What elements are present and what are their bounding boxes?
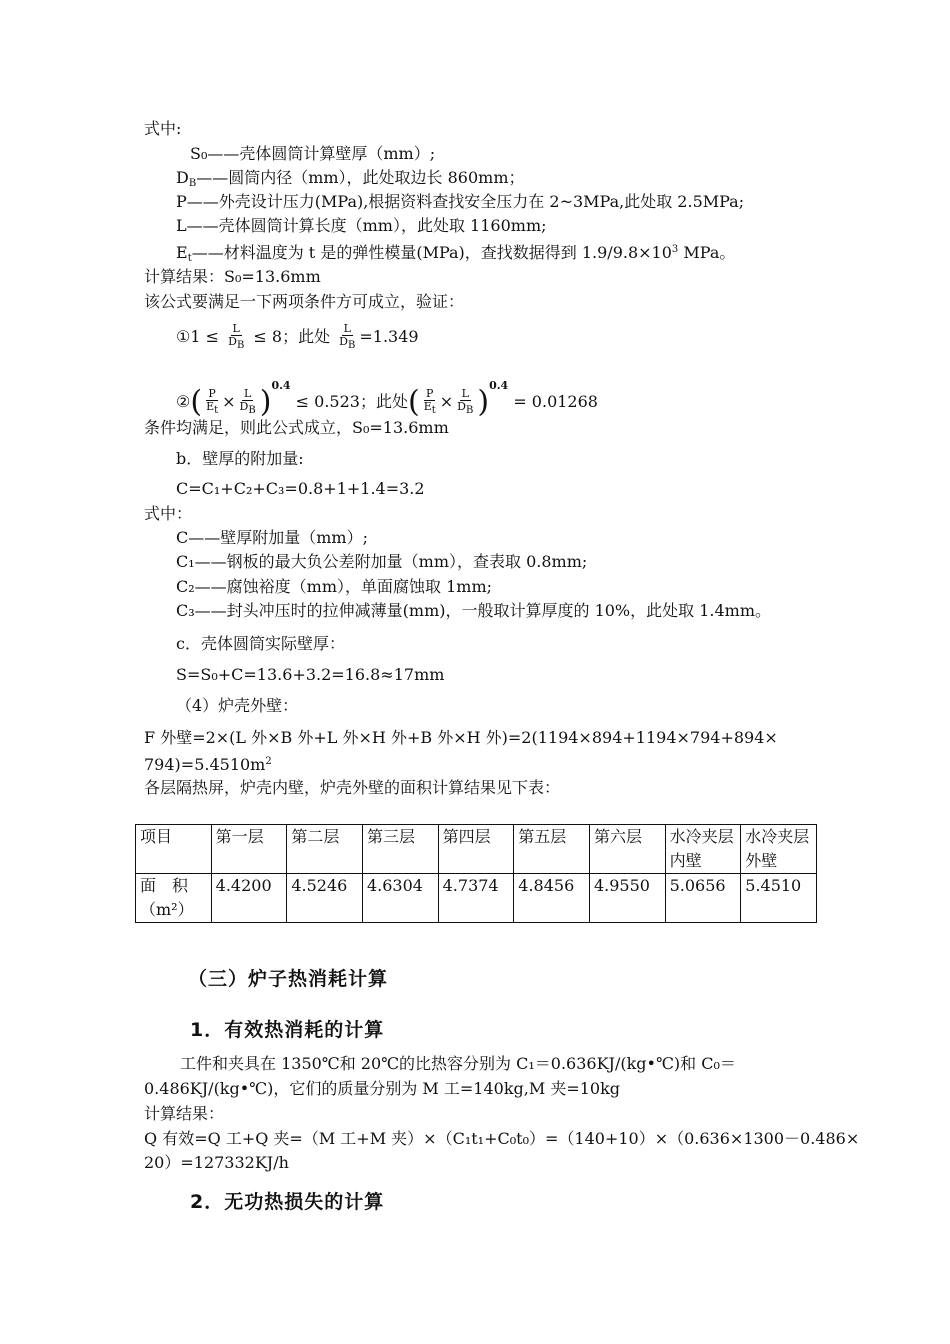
subsection-heading: 1．有效热消耗的计算 xyxy=(190,1019,385,1041)
text-line: 该公式要满足一下两项条件方可成立，验证： xyxy=(144,292,465,311)
table-row xyxy=(136,874,817,923)
text-line: C=C₁+C₂+C₃=0.8+1+1.4=3.2 xyxy=(176,479,425,498)
fraction: $\frac{L}{D_B}$ xyxy=(339,322,356,351)
fraction: $\frac{L}{D_B}$ xyxy=(228,322,245,351)
area-table xyxy=(135,824,817,923)
table-header-cell: 第四层 xyxy=(438,825,514,874)
table-cell: 5.4510 xyxy=(741,874,817,923)
text-line: 条件均满足，则此公式成立，S₀=13.6mm xyxy=(144,418,449,437)
table-cell: 5.0656 xyxy=(665,874,741,923)
table-header-cell: 第三层 xyxy=(362,825,438,874)
table-header-cell: 水冷夹层内壁 xyxy=(665,825,741,874)
table-header-cell: 第五层 xyxy=(514,825,590,874)
text-line: C——壁厚附加量（mm）; xyxy=(176,528,368,547)
table-cell: 4.6304 xyxy=(362,874,438,923)
table-header-cell: 项目 xyxy=(136,825,212,874)
text-line: F 外壁=2×(L 外×B 外+L 外×H 外+B 外×H 外)=2(1194×894+1194×794+894× xyxy=(144,728,778,747)
subsection-heading: 2．无功热损失的计算 xyxy=(190,1191,385,1213)
text-line: S=S₀+C=13.6+3.2=16.8≈17mm xyxy=(176,665,445,684)
text-line: 式中： xyxy=(144,504,193,523)
text-line: 0.486KJ/(kg•℃)，它们的质量分别为 M 工=140kg,M 夹=10kg xyxy=(144,1079,621,1098)
text-line: $E_t——$材料温度为 t 是的弹性模量(MPa)，查找数据得到 $1.9/9.8\times 10^3$ MPa。 xyxy=(176,243,736,264)
table-cell: 4.8456 xyxy=(514,874,590,923)
table-row-label: 面 积（m²） xyxy=(136,874,212,923)
table-header-cell: 水冷夹层外壁 xyxy=(741,825,817,874)
text-line: 式中: xyxy=(144,119,182,138)
text-line: c．壳体圆筒实际壁厚： xyxy=(176,634,345,653)
text-line: $D_B——$圆筒内径（mm），此处取边长 860mm； xyxy=(176,168,525,189)
text-line: 20）=127332KJ/h xyxy=(144,1153,289,1172)
text-line: （4）炉壳外壁： xyxy=(176,696,299,715)
table-cell: 4.7374 xyxy=(438,874,514,923)
table-cell: 4.9550 xyxy=(589,874,665,923)
table-header-cell: 第六层 xyxy=(589,825,665,874)
text-line: L——壳体圆筒计算长度（mm），此处取 1160mm; xyxy=(176,216,547,235)
text-line: C₂——腐蚀裕度（mm），单面腐蚀取 1mm; xyxy=(176,577,493,596)
text-line: 计算结果： xyxy=(144,1104,225,1123)
text-line: 各层隔热屏，炉壳内壁，炉壳外壁的面积计算结果见下表： xyxy=(144,778,561,797)
table-cell: 4.4200 xyxy=(211,874,287,923)
table-header-cell: 第一层 xyxy=(211,825,287,874)
table-cell: 4.5246 xyxy=(287,874,363,923)
text-line: Q 有效=Q 工+Q 夹=（M 工+M 夹）×（C₁t₁+C₀t₀）=（140+10）×（0.636×1300－0.486× xyxy=(144,1129,860,1148)
text-line: 工件和夹具在 1350℃和 20℃的比热容分别为 C₁＝0.636KJ/(kg•℃)和 C₀＝ xyxy=(180,1054,736,1073)
text-line: C₁——钢板的最大负公差附加量（mm），查表取 0.8mm; xyxy=(176,552,588,571)
text-line: C₃——封头冲压时的拉伸减薄量(mm)，一般取计算厚度的 10%，此处取 1.4mm。 xyxy=(176,601,772,620)
text-line: 计算结果：S₀=13.6mm xyxy=(144,267,321,286)
text-line: b．壁厚的附加量: xyxy=(176,449,304,468)
condition-1: ①1 ≤ $\frac{L}{D_B}$ ≤ 8；此处 $\frac{L}{D_B}$ =1.349 xyxy=(176,322,419,351)
text-line: $794)=5.4510m^2$ xyxy=(144,755,272,774)
text-line: P——外壳设计压力(MPa),根据资料查找安全压力在 2~3MPa,此处取 2.5MPa; xyxy=(176,192,745,211)
table-header-cell: 第二层 xyxy=(287,825,363,874)
text-line: S₀——壳体圆筒计算壁厚（mm）; xyxy=(190,144,436,163)
section-heading: （三）炉子热消耗计算 xyxy=(188,968,389,990)
table-header-row xyxy=(136,825,817,874)
condition-2: ②( $\frac{P}{E_t}$ × $\frac{L}{D_B}$ )$^{0.4}$ ≤ 0.523；此处( $\frac{P}{E_t}$ × $\frac{L}{D_B}$ )$^{0.4}$ = 0.01268 xyxy=(176,379,598,420)
